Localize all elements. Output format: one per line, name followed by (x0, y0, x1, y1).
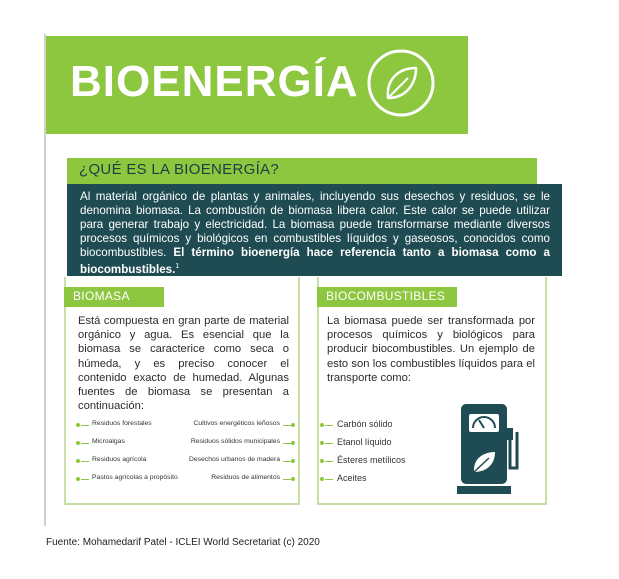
biomasa-item: Residuos agrícola (92, 456, 147, 463)
fuel-pump-icon (457, 402, 523, 496)
leaf-icon (366, 48, 436, 118)
bullet-dot (76, 477, 80, 481)
biomasa-item: Desechos urbanos de madera (188, 456, 280, 463)
bullet-dot (291, 423, 295, 427)
bullet-dot (76, 441, 80, 445)
biomasa-text: Está compuesta en gran parte de material orgánico y agua. Es esencial que la biomasa se caracterice como seca o húmeda, y es preciso conocer el contenido exacto de humedad. Algunas fuentes de biomasa se presentan a continuación: (78, 315, 289, 413)
biocombustible-item: Ésteres metílicos (337, 455, 406, 465)
what-is-text (80, 190, 550, 277)
bullet-dot (76, 459, 80, 463)
bullet-line (325, 443, 333, 444)
biocombustibles-heading: BIOCOMBUSTIBLES (326, 289, 446, 303)
bullet-line (81, 425, 89, 426)
bullet-line (325, 479, 333, 480)
biomasa-item: Residuos de alimentos (211, 474, 280, 481)
bullet-line (283, 461, 291, 462)
biocombustibles-text: La biomasa puede ser transformada por procesos químicos y biológicos para producir biocombustibles. Un ejemplo de esto son los combustibles líquidos para el transporte como: (327, 315, 535, 384)
bullet-dot (320, 477, 324, 481)
bullet-line (325, 461, 333, 462)
bullet-line (283, 425, 291, 426)
bullet-dot (291, 441, 295, 445)
biocombustible-item: Aceites (337, 473, 367, 483)
bullet-line (283, 443, 291, 444)
biomasa-item: Microalgas (92, 438, 125, 445)
biomasa-item: Pastos agrícolas a propósito (92, 474, 178, 481)
bullet-dot (291, 477, 295, 481)
bullet-dot (291, 459, 295, 463)
page-title: BIOENERGÍA (70, 57, 359, 106)
what-is-heading: ¿QUÉ ES LA BIOENERGÍA? (79, 161, 279, 178)
what-is-bold-statement: El término bioenergía hace referencia tanto a biomasa como a biocombustibles. (80, 246, 550, 276)
biomasa-item: Cultivos energéticos leñosos (193, 420, 280, 427)
what-is-body: Al material orgánico de plantas y animales, incluyendo sus desechos y residuos, se le denomina biomasa. La combustión de biomasa libera calor. Este calor se puede utilizar para generar trabajo y electricidad. La biomasa puede transformarse mediante diversos procesos químicos y biológicos en combustibles líquidos y gaseosos, conocidos como biocombustibles. (80, 190, 550, 259)
bullet-line (81, 479, 89, 480)
source-caption: Fuente: Mohamedarif Patel - ICLEI World Secretariat (c) 2020 (46, 537, 320, 548)
biomasa-item: Residuos sólidos municipales (190, 438, 280, 445)
biocombustible-item: Etanol líquido (337, 437, 392, 447)
biomasa-heading: BIOMASA (73, 289, 130, 303)
bullet-line (81, 461, 89, 462)
bullet-line (81, 443, 89, 444)
footnote-marker: 1 (175, 263, 180, 270)
biocombustible-item: Carbón sólido (337, 419, 393, 429)
biomasa-item: Residuos forestales (92, 420, 152, 427)
bullet-line (283, 479, 291, 480)
bullet-dot (320, 441, 324, 445)
bullet-dot (320, 423, 324, 427)
bullet-dot (76, 423, 80, 427)
bullet-line (325, 425, 333, 426)
bullet-dot (320, 459, 324, 463)
